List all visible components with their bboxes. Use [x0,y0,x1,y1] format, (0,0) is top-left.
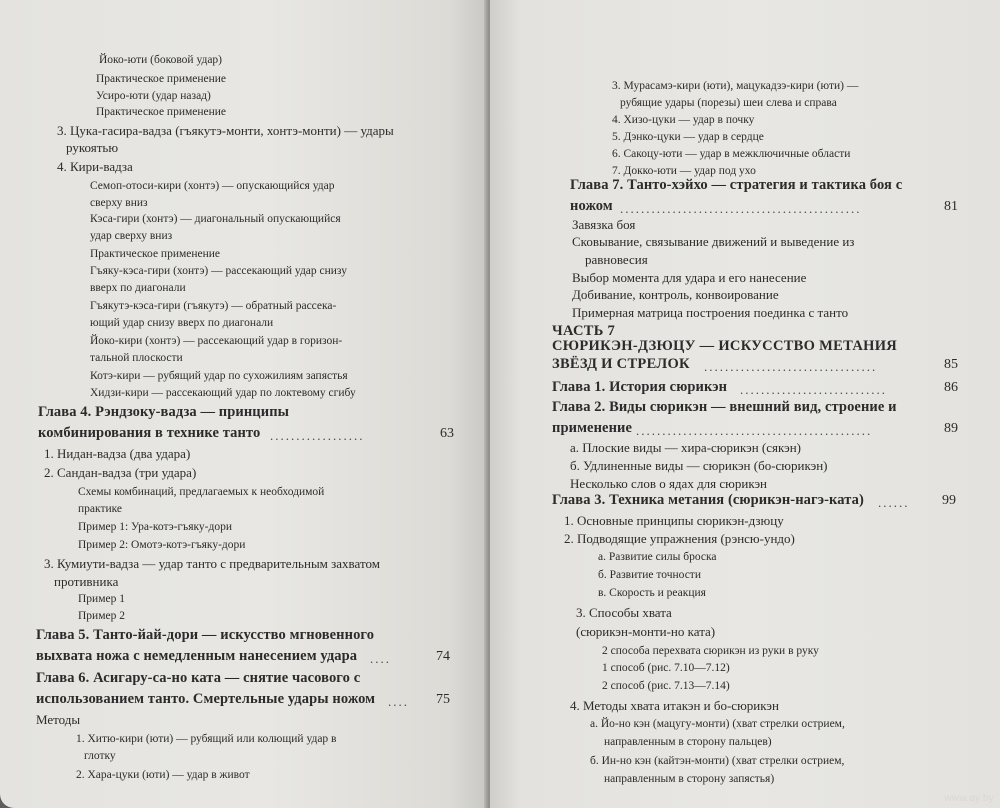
chapter-title: комбинирования в технике танто [38,425,261,441]
toc-entry: равновесия [585,252,648,267]
toc-entry: Пример 1 [78,593,125,605]
toc-entry: Усиро-юти (удар назад) [96,90,211,102]
part-title: ЧАСТЬ 7 [552,323,616,339]
toc-entry: Практическое применение [96,106,227,118]
page-number: 74 [436,649,450,664]
toc-entry: б. Удлиненные виды — сюрикэн (бо-сюрикэн) [570,458,828,473]
toc-entry: Йоко-юти (боковой удар) [99,54,223,66]
page-number: 89 [944,421,958,436]
toc-entry: Практическое применение [90,248,221,260]
toc-entry: 4. Хизо-цуки — удар в почку [612,114,755,126]
toc-entry: сверху вниз [90,197,148,209]
page-number: 99 [942,493,956,508]
chapter-title: применение [552,420,633,436]
toc-entry: Методы [36,712,81,727]
toc-entry: 1. Основные принципы сюрикэн-дзюцу [564,513,784,528]
chapter-title: Глава 7. Танто-хэйхо — стратегия и тактика боя с [570,177,903,193]
toc-entry: Пример 2 [78,610,125,622]
toc-entry: ющий удар снизу вверх по диагонали [90,317,274,329]
part-title: СЮРИКЭН-ДЗЮЦУ — ИСКУССТВО МЕТАНИЯ [552,338,898,354]
page-number: 63 [440,426,454,441]
toc-entry: 3. Кумиути-вадза — удар танто с предварительным захватом [44,556,380,571]
toc-entry: а. Плоские виды — хира-сюрикэн (сякэн) [570,440,801,455]
toc-entry: 2 способа перехвата сюрикэн из руки в руку [602,645,819,657]
toc-entry: глотку [84,750,116,762]
toc-entry: Гъяку-кэса-гири (хонтэ) — рассекающий удар снизу [90,265,347,277]
toc-entry: Добивание, контроль, конвоирование [572,287,779,302]
toc-entry: тальной плоскости [90,352,183,364]
leader-dots: .................. [270,428,365,443]
toc-entry: 3. Способы хвата [576,605,672,620]
toc-entry: 4. Методы хвата итакэн и бо-сюрикэн [570,698,779,713]
toc-entry: (сюрикэн-монти-но ката) [576,624,716,639]
page-number: 85 [944,357,958,372]
chapter-title: Глава 2. Виды сюрикэн — внешний вид, строение и [552,399,897,415]
toc-entry: удар сверху вниз [90,230,173,242]
toc-entry: 3. Мурасамэ-кири (юти), мацукадзэ-кири (юти) — [612,80,859,92]
leader-dots: ...... [878,495,910,510]
toc-entry: а. Йо-но кэн (мацугу-монти) (хват стрелки острием, [590,718,845,730]
toc-entry: 2. Подводящие упражнения (рэнсю-ундо) [564,531,795,546]
page-number: 75 [436,692,450,707]
toc-entry: б. Ин-но кэн (кайтэн-монти) (хват стрелки острием, [590,755,845,767]
toc-entry: направленным в сторону запястья) [604,773,775,785]
chapter-title: Глава 3. Техника метания (сюрикэн-нагэ-ката) [552,492,864,508]
toc-entry: рубящие удары (порезы) шеи слева и справа [620,97,837,109]
toc-entry: 1 способ (рис. 7.10—7.12) [602,662,730,674]
toc-entry: 2. Хара-цуки (юти) — удар в живот [76,769,250,781]
toc-entry: Котэ-кири — рубящий удар по сухожилиям запястья [90,370,348,382]
leader-dots: .... [370,651,391,666]
chapter-title: выхвата ножа с немедленным нанесением удара [36,648,358,664]
page-number: 81 [944,199,958,214]
toc-entry: 2 способ (рис. 7.13—7.14) [602,680,730,692]
leader-dots: ................................. [704,359,878,374]
left-page [0,0,488,808]
part-title: ЗВЁЗД И СТРЕЛОК [552,356,690,372]
toc-entry: вверх по диагонали [90,282,186,294]
toc-entry: Примерная матрица построения поединка с танто [572,305,849,320]
leader-dots: ............................ [740,382,887,397]
toc-entry: 2. Сандан-вадза (три удара) [44,465,197,480]
chapter-title: ножом [570,198,613,214]
chapter-title: Глава 6. Асигару-са-но ката — снятие часового с [36,670,361,686]
toc-entry: Несколько слов о ядах для сюрикэн [570,476,768,491]
toc-entry: 3. Цука-гасира-вадза (гъякутэ-монти, хонтэ-монти) — удары [57,123,394,138]
toc-entry: 4. Кири-вадза [57,159,133,174]
toc-entry: Выбор момента для удара и его нанесение [572,270,807,285]
toc-entry: Кэса-гири (хонтэ) — диагональный опускающийся [90,213,341,225]
toc-entry: направленным в сторону пальцев) [604,736,772,748]
watermark: www.ay.by [944,793,994,804]
toc-entry: 5. Дэнко-цуки — удар в сердце [612,131,764,143]
page-number: 86 [944,380,958,395]
toc-entry: Йоко-кири (хонтэ) — рассекающий удар в горизон- [90,335,343,347]
leader-dots: .... [388,694,409,709]
toc-entry: практике [78,503,123,515]
toc-entry: Пример 1: Ура-котэ-гъяку-дори [78,521,232,533]
toc-entry: Хидзи-кири — рассекающий удар по локтевому сгибу [90,387,356,399]
chapter-title: Глава 1. История сюрикэн [552,379,728,395]
toc-entry: рукоятью [66,140,119,155]
chapter-title: Глава 5. Танто-йай-дори — искусство мгновенного [36,627,375,643]
toc-entry: 7. Докко-юти — удар под ухо [612,165,756,177]
toc-entry: а. Развитие силы броска [598,551,717,563]
toc-entry: Схемы комбинаций, предлагаемых к необходимой [78,486,325,498]
toc-entry: 1. Хитю-кири (юти) — рубящий или колющий удар в [76,733,337,745]
toc-entry: 1. Нидан-вадза (два удара) [44,446,191,461]
leader-dots: ............................................. [636,423,873,438]
toc-entry: Практическое применение [96,73,227,85]
toc-entry: Завязка боя [572,217,636,232]
chapter-title: Глава 4. Рэндзоку-вадза — принципы [38,404,290,420]
toc-entry: б. Развитие точности [598,569,701,581]
leader-dots: .............................................. [620,201,862,216]
toc-entry: в. Скорость и реакция [598,587,706,599]
chapter-title: использованием танто. Смертельные удары ножом [36,691,376,707]
toc-entry: Гъякутэ-кэса-гири (гъякутэ) — обратный рассека- [90,300,337,312]
toc-entry: Сковывание, связывание движений и выведение из [572,234,855,249]
toc-entry: Пример 2: Омотэ-котэ-гъяку-дори [78,539,246,551]
right-page [490,0,1000,808]
toc-entry: 6. Сакоцу-юти — удар в межключичные области [612,148,851,160]
toc-entry: Семоп-отоси-кири (хонтэ) — опускающийся удар [90,180,335,192]
toc-entry: противника [54,574,119,589]
